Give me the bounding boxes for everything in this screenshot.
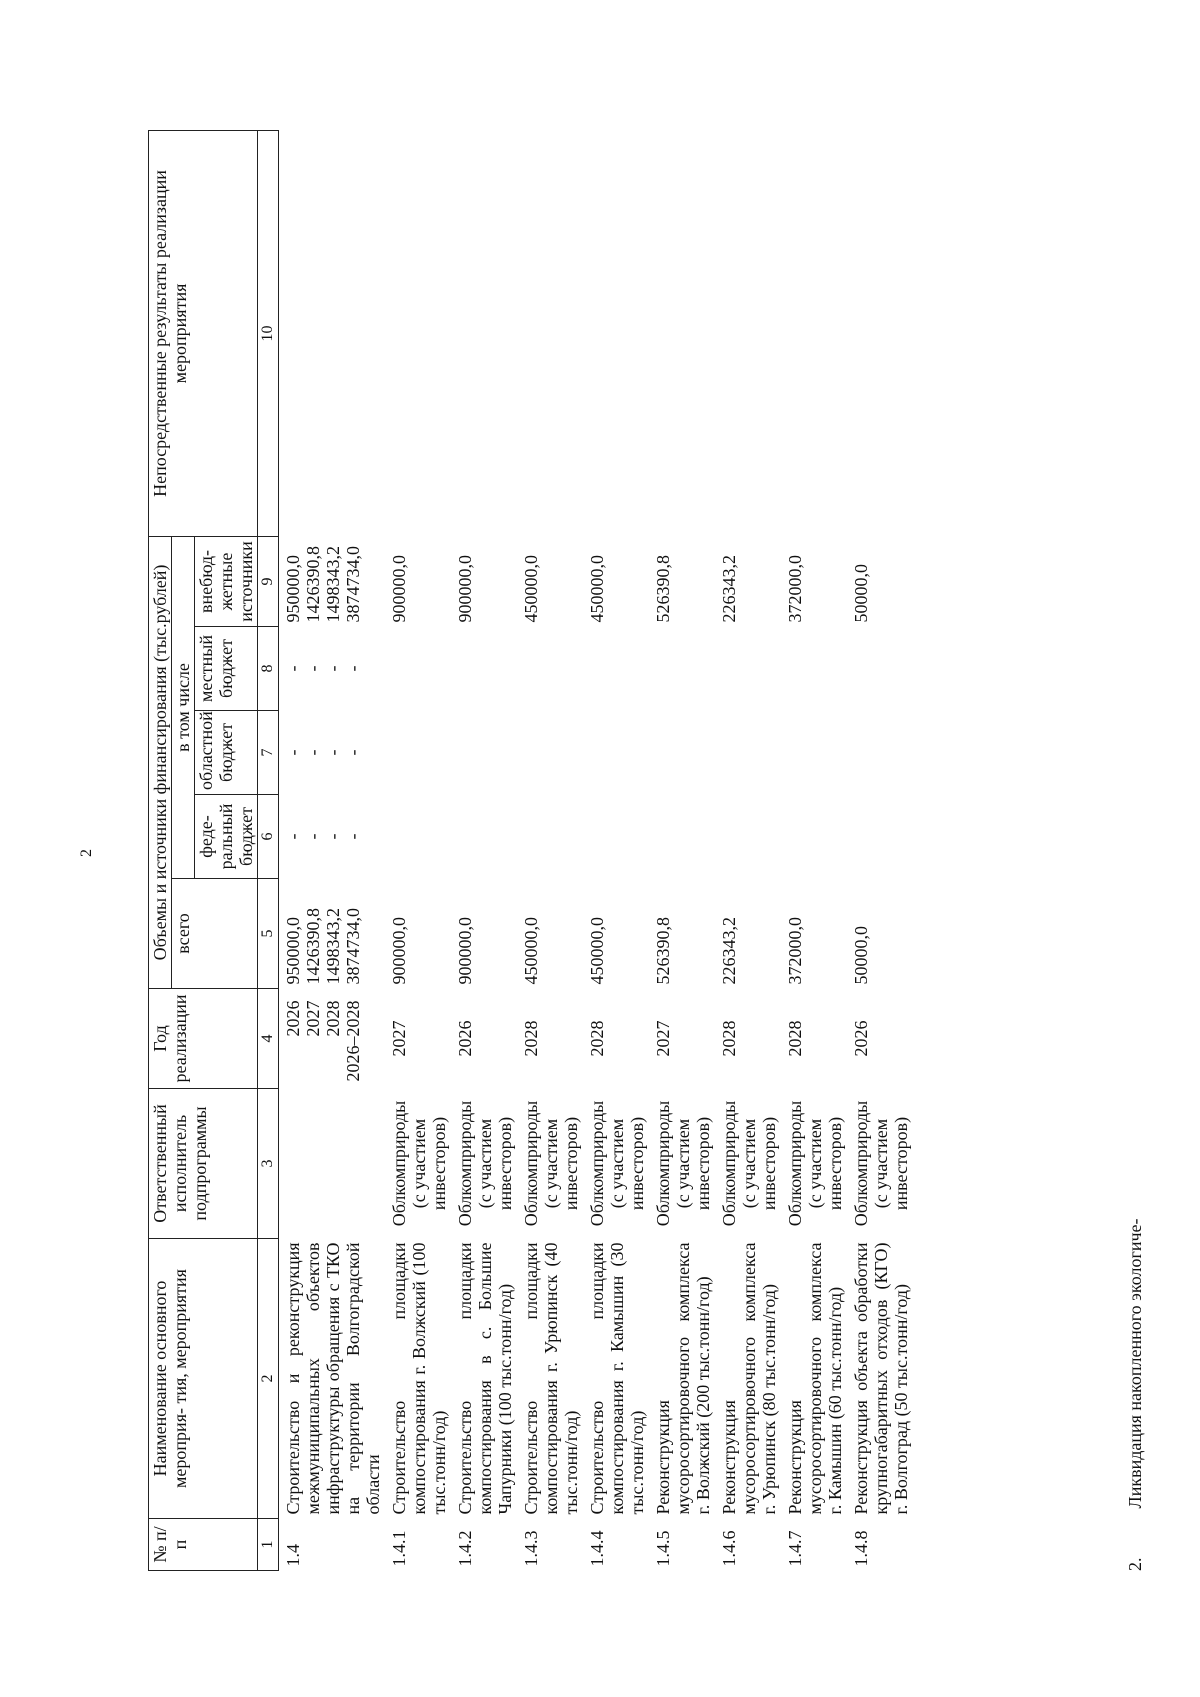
table-row (715, 130, 781, 1570)
next-item-text: Ликвидация накопленного экологиче- (1125, 1218, 1145, 1509)
regional-value: - (323, 749, 343, 756)
local-value: - (343, 665, 363, 672)
row-year: 2027 (389, 1020, 409, 1057)
row-number: 1.4.1 (389, 1530, 409, 1567)
table-row (781, 130, 847, 1570)
row-extra: 900000,0 (455, 555, 475, 623)
row-federal (279, 795, 386, 879)
page-number: 2 (78, 849, 95, 857)
row-number: 1.4.4 (587, 1530, 607, 1567)
col-number-4: 4 (258, 989, 279, 1089)
table-row (583, 130, 649, 1570)
row-name: Строительство площадки компостирования в с. Большие Чапурники (100 тыс.тонн/год) (455, 1242, 515, 1515)
funding-table (148, 130, 929, 1571)
row-name: Строительство площадки компостирования г. Волжский (100 тыс.тонн/год) (389, 1242, 449, 1515)
row-year: 2028 (785, 1020, 805, 1057)
row-federal (715, 795, 781, 879)
row-result (279, 130, 386, 536)
row-name: Реконструкция мусоросортировочного комплекса г. Камышин (60 тыс.тонн/год) (785, 1242, 845, 1515)
table-row (279, 130, 386, 1570)
total-value: 1498343,2 (323, 908, 343, 985)
row-result (649, 130, 715, 536)
row-local (847, 627, 929, 711)
table-row (451, 130, 517, 1570)
federal-value: - (283, 833, 303, 840)
row-total: 450000,0 (521, 917, 541, 985)
total-value: 3874734,0 (343, 908, 363, 985)
local-value: - (283, 665, 303, 672)
regional-value: - (343, 749, 363, 756)
col-number-7: 7 (258, 711, 279, 795)
row-name: Реконструкция мусоросортировочного комплекса г. Волжский (200 тыс.тонн/год) (653, 1242, 713, 1515)
row-total: 900000,0 (389, 917, 409, 985)
row-result (715, 130, 781, 536)
row-federal (649, 795, 715, 879)
row-number: 1.4.3 (521, 1530, 541, 1567)
row-federal (583, 795, 649, 879)
row-result (781, 130, 847, 536)
row-local (451, 627, 517, 711)
table-row (517, 130, 583, 1570)
header-number: № п/п (149, 1519, 258, 1571)
row-extra: 372000,0 (785, 555, 805, 623)
header-executor: Ответственный исполнитель подпрограммы (149, 1089, 258, 1239)
header-results: Непосредственные результаты реализации мероприятия (149, 130, 258, 536)
row-regional (583, 711, 649, 795)
extra-value: 950000,0 (283, 555, 303, 623)
row-federal (385, 795, 451, 879)
row-result (385, 130, 451, 536)
row-federal (847, 795, 929, 879)
row-regional (451, 711, 517, 795)
local-value: - (323, 665, 343, 672)
row-total: 226343,2 (719, 917, 739, 985)
row-total: 50000,0 (851, 926, 871, 985)
row-name: Реконструкция объекта обработки крупногабаритных отходов (КГО) г. Волгоград (50 тыс.тонн/год) (851, 1242, 911, 1515)
row-total: 900000,0 (455, 917, 475, 985)
local-value: - (303, 665, 323, 672)
row-extra: 50000,0 (851, 564, 871, 623)
row-federal (451, 795, 517, 879)
row-result (517, 130, 583, 536)
row-extra: 450000,0 (521, 555, 541, 623)
header-regional: областной бюджет (195, 711, 258, 795)
row-number: 1.4.7 (785, 1530, 805, 1567)
col-number-3: 3 (258, 1089, 279, 1239)
row-number: 1.4.8 (851, 1530, 871, 1567)
row-number: 1.4 (283, 1544, 303, 1567)
row-year: 2027 (653, 1020, 673, 1057)
header-extra: внебюд- жетные источники (195, 536, 258, 626)
row-local (649, 627, 715, 711)
table-row (649, 130, 715, 1570)
next-item (1125, 1218, 1146, 1571)
year-value: 2026 (283, 1000, 303, 1037)
extra-value: 3874734,0 (343, 546, 363, 623)
row-result (583, 130, 649, 536)
row-regional (649, 711, 715, 795)
row-extra: 450000,0 (587, 555, 607, 623)
header-local: местный бюджет (195, 627, 258, 711)
col-number-2: 2 (258, 1239, 279, 1519)
next-item-number: 2. (1125, 1557, 1145, 1571)
extra-value: 1498343,2 (323, 546, 343, 623)
total-value: 950000,0 (283, 917, 303, 985)
federal-value: - (343, 833, 363, 840)
row-regional (385, 711, 451, 795)
row-name: Строительство и реконструкция межмуниципальных объектов инфраструктуры обращения с ТКО на территории Волгоградской области (283, 1242, 383, 1515)
row-number: 1.4.5 (653, 1530, 673, 1567)
row-extra: 900000,0 (389, 555, 409, 623)
col-number-6: 6 (258, 795, 279, 879)
row-executor: Облкомприроды (с участием инвесторов) (785, 1100, 845, 1227)
regional-value: - (283, 749, 303, 756)
year-value: 2027 (303, 1000, 323, 1037)
row-name: Строительство площадки компостирования г. Камышин (30 тыс.тонн/год) (587, 1242, 647, 1515)
row-total: 372000,0 (785, 917, 805, 985)
col-number-10: 10 (258, 130, 279, 536)
row-federal (781, 795, 847, 879)
row-extra: 526390,8 (653, 555, 673, 623)
row-year: 2026 (455, 1020, 475, 1057)
header-federal: феде- ральный бюджет (195, 795, 258, 879)
federal-value: - (303, 833, 323, 840)
row-regional (847, 711, 929, 795)
row-executor: Облкомприроды (с участием инвесторов) (653, 1100, 713, 1227)
row-regional (517, 711, 583, 795)
row-result (451, 130, 517, 536)
row-total (279, 879, 386, 989)
row-local (715, 627, 781, 711)
row-executor: Облкомприроды (с участием инвесторов) (851, 1100, 911, 1227)
row-extra (279, 536, 386, 626)
row-name: Реконструкция мусоросортировочного комплекса г. Урюпинск (80 тыс.тонн/год) (719, 1242, 779, 1515)
row-executor: Облкомприроды (с участием инвесторов) (587, 1100, 647, 1227)
row-year: 2028 (521, 1020, 541, 1057)
year-value: 2026–2028 (343, 1000, 363, 1082)
row-local (279, 627, 386, 711)
table-row (385, 130, 451, 1570)
row-regional (781, 711, 847, 795)
row-total: 526390,8 (653, 917, 673, 985)
row-years (279, 989, 386, 1089)
col-number-5: 5 (258, 879, 279, 989)
federal-value: - (323, 833, 343, 840)
header-name: Наименование основного мероприя- тия, мероприятия (149, 1239, 258, 1519)
header-funding: Объемы и источники финансирования (тыс.рублей) (149, 536, 172, 988)
row-local (583, 627, 649, 711)
row-year: 2028 (719, 1020, 739, 1057)
row-result (847, 130, 929, 536)
col-number-1: 1 (258, 1519, 279, 1571)
row-name: Строительство площадки компостирования г. Урюпинск (40 тыс.тонн/год) (521, 1242, 581, 1515)
row-executor: Облкомприроды (с участием инвесторов) (521, 1100, 581, 1227)
header-year: Год реализации (149, 989, 258, 1089)
col-number-8: 8 (258, 627, 279, 711)
row-executor (279, 1089, 386, 1239)
row-total: 450000,0 (587, 917, 607, 985)
row-extra: 226343,2 (719, 555, 739, 623)
row-executor: Облкомприроды (с участием инвесторов) (719, 1100, 779, 1227)
row-number: 1.4.6 (719, 1530, 739, 1567)
header-total: всего (172, 879, 258, 989)
row-executor: Облкомприроды (с участием инвесторов) (389, 1100, 449, 1227)
total-value: 1426390,8 (303, 908, 323, 985)
row-federal (517, 795, 583, 879)
row-year: 2028 (587, 1020, 607, 1057)
table-row (847, 130, 929, 1570)
year-value: 2028 (323, 1000, 343, 1037)
row-regional (279, 711, 386, 795)
header-including: в том числе (172, 536, 195, 878)
row-local (517, 627, 583, 711)
regional-value: - (303, 749, 323, 756)
row-local (781, 627, 847, 711)
row-executor: Облкомприроды (с участием инвесторов) (455, 1100, 515, 1227)
row-regional (715, 711, 781, 795)
row-number: 1.4.2 (455, 1530, 475, 1567)
row-local (385, 627, 451, 711)
extra-value: 1426390,8 (303, 546, 323, 623)
col-number-9: 9 (258, 536, 279, 626)
row-year: 2026 (851, 1020, 871, 1057)
